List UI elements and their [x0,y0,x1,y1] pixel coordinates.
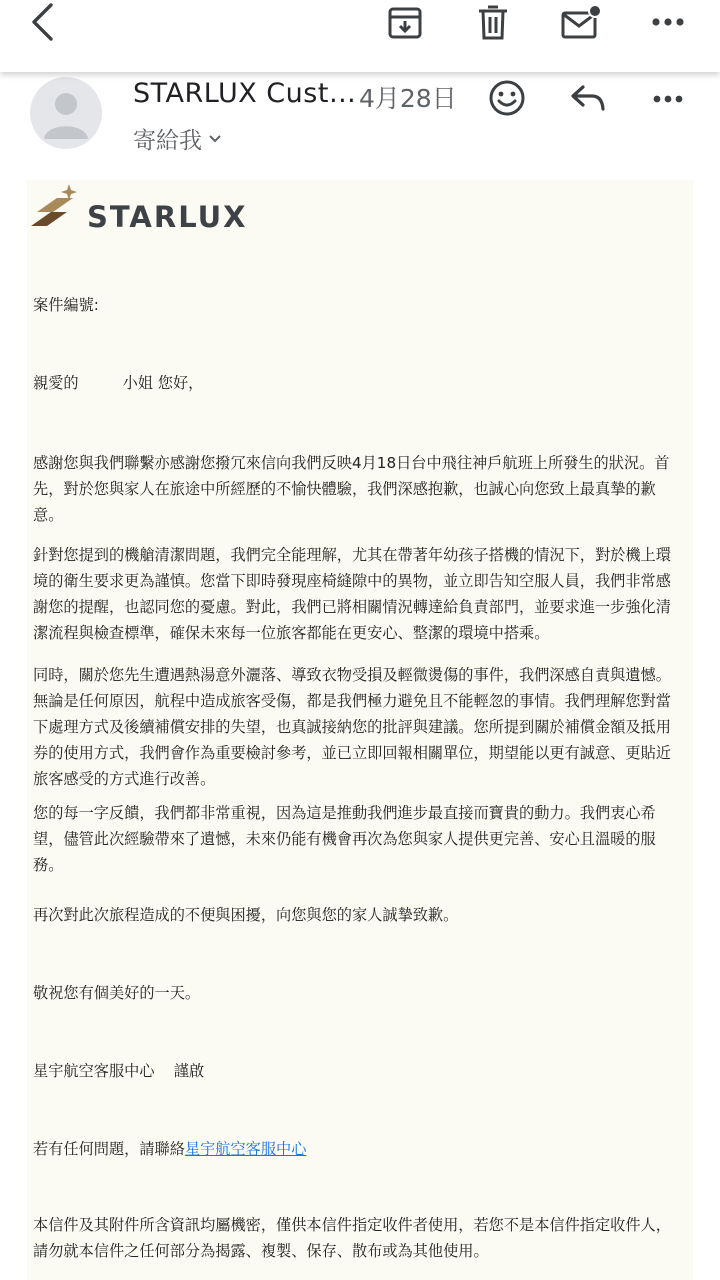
message-date: 4月28日 [359,84,457,113]
sender-name[interactable]: STARLUX Cust… [133,78,357,109]
starlux-logo [27,180,267,250]
greeting-suffix: 小姐 您好， [122,374,204,392]
reply-button[interactable] [568,80,608,116]
top-toolbar [0,0,720,72]
paragraph-5: 再次對此次旅程造成的不便與困擾，向您與您的家人誠摯致歉。 [33,906,459,924]
starlux-star-icon [27,182,87,232]
more-options-button[interactable] [648,0,688,44]
more-horizontal-icon [651,17,685,27]
sender-avatar[interactable] [30,77,102,149]
delete-button[interactable] [473,0,513,44]
greeting [33,370,683,396]
add-reaction-button[interactable] [487,78,527,118]
archive-button[interactable] [385,0,425,44]
case-number-label: 案件編號: [33,296,99,314]
more-horizontal-icon [652,94,684,104]
reply-icon [570,83,606,113]
person-icon [30,77,102,149]
recipient-toggle[interactable] [133,122,222,155]
contact-line [33,1136,683,1162]
confidentiality-notice: 本信件及其附件所含資訊均屬機密，僅供本信件指定收件者使用，若您不是本信件指定收件人，請勿就本信件之任何部分為揭露、複製、保存、散布或為其他使用。 [33,1216,671,1260]
mark-unread-button[interactable] [558,0,604,44]
paragraph-4: 您的每一字反饋，我們都非常重視，因為這是推動我們進步最直接而寶貴的動力。我們衷心希望，儘管此次經驗帶來了遺憾，未來仍能有機會再次為您與家人提供更完善、安心且溫暖的服務。 [33,804,656,874]
back-button[interactable] [22,0,62,44]
chevron-down-icon [208,134,222,144]
archive-icon [387,3,423,41]
logo-wordmark: STARLUX [87,200,248,234]
trash-icon [477,3,509,41]
back-arrow-icon [29,2,55,42]
contact-prefix: 若有任何問題，請聯絡 [33,1140,185,1158]
customer-service-link[interactable]: 星宇航空客服中心 [184,1140,307,1158]
paragraph-1: 感謝您與我們聯繫亦感謝您撥冗來信向我們反映4月18日台中飛往神戶航班上所發生的狀況。首先，對於您與家人在旅途中所經歷的不愉快體驗，我們深感抱歉，也誠心向您致上最真摯的歉意。 [33,454,670,524]
paragraph-2: 針對您提到的機艙清潔問題，我們完全能理解，尤其在帶著年幼孩子搭機的情況下，對於機上環境的衛生要求更為謹慎。您當下即時發現座椅縫隙中的異物，並立即告知空服人員，我們非常感謝您的提醒，也認同您的憂慮。對此，我們已將相關情況轉達給負責部門，並要求進一步強化清潔流程與檢查標準，確保未來每一位旅客都能在更安心、整潔的環境中搭乘。 [33,546,671,642]
mail-unread-icon [560,3,602,41]
paragraph-3: 同時，關於您先生遭遇熱湯意外灑落、導致衣物受損及輕微燙傷的事件，我們深感自責與遺憾。無論是任何原因，航程中造成旅客受傷，都是我們極力避免且不能輕忽的事情。我們理解您對當下處理方式及後續補償安排的失望，也真誠接納您的批評與建議。您所提到關於補償金額及抵用券的使用方式，我們會作為重要檢討參考，並已立即回報相關單位，期望能以更有誠意、更貼近旅客感受的方式進行改善。 [33,666,671,788]
greeting-prefix: 親愛的 [33,374,79,392]
smiley-icon [488,79,526,117]
recipient-label: 寄給我 [133,128,202,154]
closing-wish: 敬祝您有個美好的一天。 [33,984,201,1002]
message-header [0,72,720,180]
email-body [27,180,693,1280]
message-more-button[interactable] [650,92,686,106]
signature: 星宇航空客服中心 謹啟 [33,1062,205,1080]
